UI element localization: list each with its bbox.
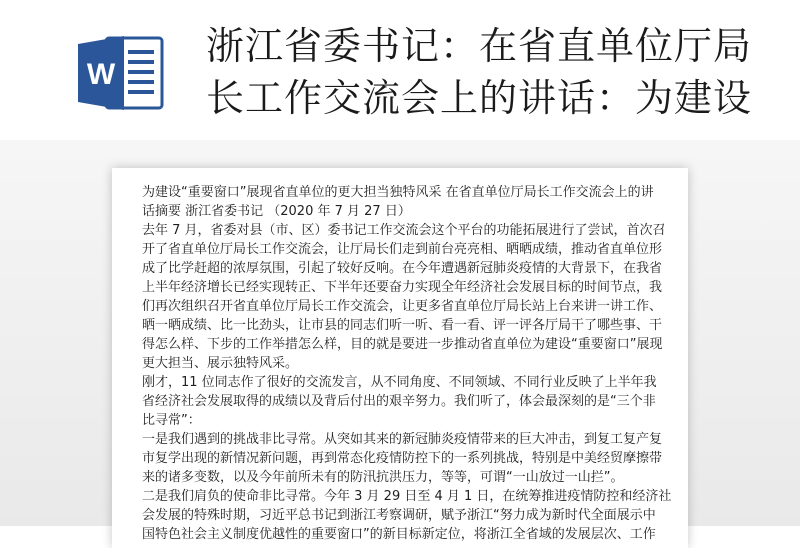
document-line: 去年 7 月，省委对县（市、区）委书记工作交流会这个平台的功能拓展进行了尝试，首次召: [142, 223, 666, 238]
document-line: 上半年经济增长已经实现转正、下半年还要奋力实现全年经济社会发展目标的时间节点，我: [142, 280, 663, 295]
document-line: 更大担当、展示独特风采。: [142, 356, 299, 371]
document-line: 国特色社会主义制度优越性的重要窗口”的新目标新定位，将浙江全省域的发展层次、工作: [142, 527, 656, 542]
document-line: 为建设“重要窗口”展现省直单位的更大担当独特风采 在省直单位厅局长工作交流会上的讲: [142, 185, 654, 200]
page-title: [206, 20, 786, 124]
header: [0, 0, 800, 150]
document-line: 刚才，11 位同志作了很好的交流发言，从不同角度、不同领域、不同行业反映了上半年我: [142, 375, 657, 390]
document-line: 比寻常”：: [142, 413, 201, 428]
document-line: 得怎么样、下步的工作举措怎么样，目的就是要进一步推动省直单位为建设“重要窗口”展现: [142, 337, 663, 352]
document-line: 市复学出现的新情况新问题，再到常态化疫情防控下的一系列挑战，特别是中美经贸摩擦带: [142, 451, 663, 466]
document-body: [142, 183, 672, 544]
document-line: 晒一晒成绩、比一比劲头，让市县的同志们听一听、看一看、评一评各厅局干了哪些事、干: [142, 318, 663, 333]
document-line: 会发展的特殊时期，习近平总书记到浙江考察调研，赋予浙江“努力成为新时代全面展示中: [142, 508, 656, 523]
document-line: 省经济社会发展取得的成绩以及背后付出的艰辛努力。我们听了，体会最深刻的是“三个非: [142, 394, 656, 409]
document-line: 开了省直单位厅局长工作交流会，让厅局长们走到前台亮亮相、晒晒成绩，推动省直单位形: [142, 242, 663, 257]
document-line: 来的诸多变数，以及今年前所未有的防汛抗洪压力，等等，可谓“一山放过一山拦”。: [142, 470, 624, 485]
title-line: 浙江省委书记：在省直单位厅局: [206, 24, 753, 68]
document-line: 成了比学赶超的浓厚氛围，引起了较好反响。在今年遭遇新冠肺炎疫情的大背景下，在我省: [142, 261, 663, 276]
document-line: 们再次组织召开省直单位厅局长工作交流会，让更多省直单位厅局长站上台来讲一讲工作、: [142, 299, 663, 314]
word-icon-letter: W: [86, 58, 116, 91]
word-document-icon: [78, 34, 164, 112]
document-page: [112, 168, 688, 548]
title-line: 长工作交流会上的讲话：为建设: [206, 76, 753, 120]
document-line: 话摘要 浙江省委书记 （2020 年 7 月 27 日）: [142, 204, 411, 219]
document-line: 一是我们遇到的挑战非比寻常。从突如其来的新冠肺炎疫情带来的巨大冲击，到复工复产复: [142, 432, 663, 447]
document-line: 二是我们肩负的使命非比寻常。今年 3 月 29 日至 4 月 1 日，在统筹推进疫情防控和经济社: [142, 489, 672, 504]
